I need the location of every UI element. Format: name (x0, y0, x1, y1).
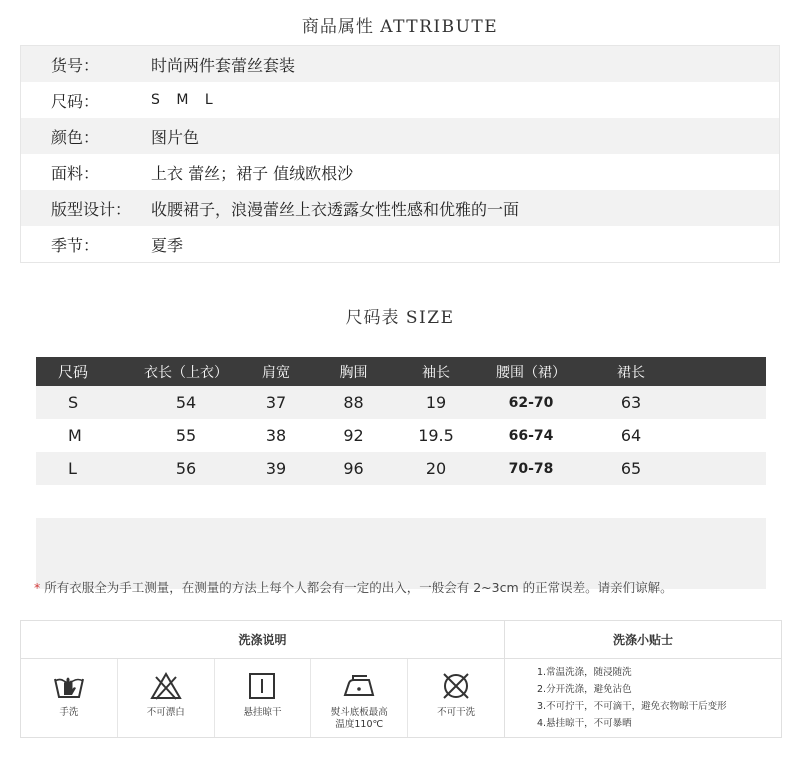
care-tip: 2.分开洗涤，避免沾色 (537, 684, 632, 695)
note-text: 所有衣服全为手工测量，在测量的方法上每个人都会有一定的出入，一般会有 2~3cm 的正常误差。请亲们谅解。 (44, 580, 673, 595)
attribute-value: 上衣 蕾丝；裙子 值绒欧根沙 (151, 163, 354, 183)
header-cell: 尺码 (58, 363, 89, 381)
attribute-key: 货号： (51, 55, 100, 75)
care-label-line2: 温度110℃ (335, 719, 384, 730)
size-cell: 65 (620, 459, 642, 478)
size-cell: 38 (265, 426, 287, 445)
attribute-key: 颜色： (51, 127, 100, 147)
size-cell: 88 (343, 393, 364, 412)
no-dry-clean-icon (439, 669, 473, 703)
attribute-value: 图片色 (151, 127, 200, 147)
size-cell: 20 (425, 459, 447, 478)
size-cell: 19 (425, 393, 447, 412)
size-row-empty (36, 485, 766, 518)
attribute-title-en: ATTRIBUTE (380, 17, 499, 37)
size-row-l (36, 452, 766, 485)
size-title-cn: 尺码表 (345, 308, 400, 328)
care-panel (20, 620, 782, 738)
attribute-key: 版型设计： (51, 199, 132, 219)
care-tip: 1.常温洗涤，随浸随洗 (537, 667, 632, 678)
attribute-section-title (0, 12, 800, 37)
size-cell: 54 (175, 393, 197, 412)
size-cell: 63 (620, 393, 642, 412)
attribute-row (21, 190, 779, 226)
size-cell: 55 (175, 426, 197, 445)
iron-icon (342, 669, 376, 703)
care-item-iron (311, 659, 408, 737)
care-tip: 4.悬挂晾干，不可暴晒 (537, 718, 632, 729)
attribute-row (21, 82, 779, 118)
attribute-key: 季节： (51, 235, 100, 255)
size-cell: 39 (265, 459, 287, 478)
header-cell: 胸围 (339, 364, 368, 381)
attribute-value: 夏季 (151, 235, 184, 255)
attribute-value: S M L (151, 92, 219, 108)
size-cell: 96 (343, 459, 364, 478)
care-item-no-bleach (118, 659, 215, 737)
attribute-row (21, 46, 779, 82)
size-cell: 92 (343, 426, 364, 445)
care-icons-row (21, 659, 504, 737)
care-tips-list (504, 659, 781, 737)
attribute-row (21, 226, 779, 262)
care-instructions-title: 洗涤说明 (21, 621, 504, 659)
header-cell: 腰围（裙） (496, 364, 566, 381)
size-row-empty (36, 518, 766, 551)
size-title-en: SIZE (405, 308, 455, 328)
size-cell: 64 (620, 426, 642, 445)
size-cell: M (68, 426, 82, 445)
size-section-title (0, 303, 800, 328)
size-cell: 66-74 (508, 427, 554, 444)
hang-dry-icon (245, 669, 279, 703)
care-item-hand-wash (21, 659, 118, 737)
care-label-line1: 熨斗底板最高 (330, 707, 388, 718)
attribute-key: 尺码： (51, 91, 100, 111)
size-table (36, 357, 766, 589)
care-item-no-dry-clean (408, 659, 504, 737)
attribute-value: 时尚两件套蕾丝套装 (151, 55, 296, 75)
care-label: 不可漂白 (146, 707, 185, 718)
header-cell: 肩宽 (262, 364, 290, 381)
size-row-m (36, 419, 766, 452)
size-cell: 56 (175, 459, 197, 478)
care-label: 悬挂晾干 (243, 707, 282, 718)
care-tips-title: 洗涤小贴士 (504, 621, 781, 659)
size-cell: 70-78 (508, 460, 554, 477)
measurement-note (34, 578, 673, 596)
size-cell: 37 (265, 393, 287, 412)
care-label: 不可干洗 (437, 707, 476, 718)
size-cell: 62-70 (508, 394, 554, 411)
hand-wash-icon (52, 669, 86, 703)
size-cell: L (68, 459, 77, 478)
care-tip: 3.不可拧干，不可滴干，避免衣物晾干后变形 (537, 701, 727, 712)
header-cell: 裙长 (617, 364, 645, 381)
size-row-s (36, 386, 766, 419)
attribute-title-cn: 商品属性 (301, 17, 374, 37)
care-item-hang-dry (215, 659, 312, 737)
attribute-table (20, 45, 780, 263)
no-bleach-icon (149, 669, 183, 703)
attribute-key: 面料： (51, 163, 100, 183)
size-table-header (36, 357, 766, 386)
attribute-row (21, 118, 779, 154)
attribute-row (21, 154, 779, 190)
size-cell: S (68, 393, 79, 412)
care-label: 手洗 (59, 707, 79, 718)
care-label (331, 707, 388, 731)
attribute-value: 收腰裙子，浪漫蕾丝上衣透露女性性感和优雅的一面 (151, 199, 520, 219)
size-cell: 19.5 (418, 426, 454, 445)
header-cell: 袖长 (422, 364, 450, 381)
note-asterisk: * (34, 580, 41, 595)
header-cell: 衣长（上衣） (144, 364, 228, 381)
